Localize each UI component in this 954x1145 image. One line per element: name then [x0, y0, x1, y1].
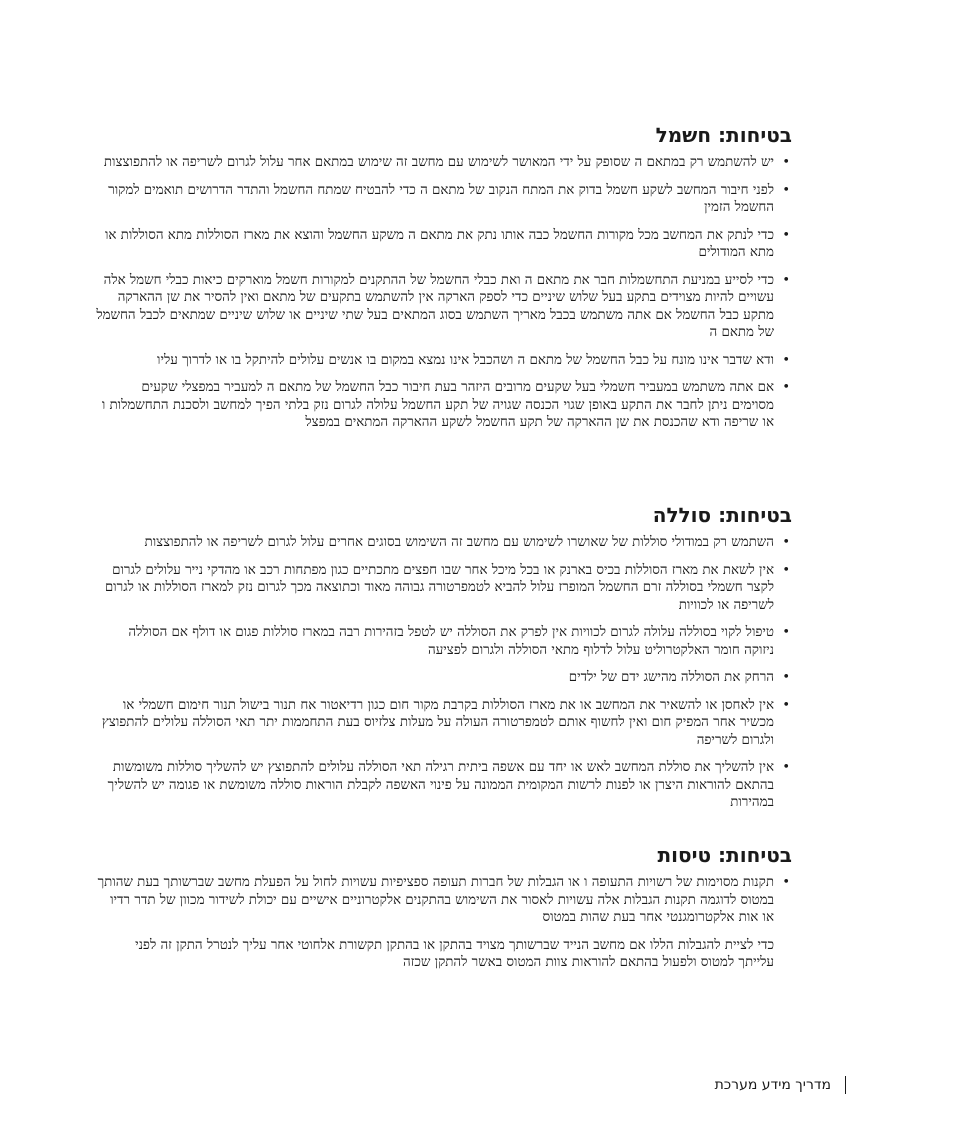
list-item: • אם אתה משתמש במעביר חשמלי בעל שקעים מרובים היזהר בעת חיבור כבל החשמל של מתאם ה למעביר במפצלי שקעים מסוימים ניתן לחבר את התקע באופן שגוי הכנסה שגויה של תקע החשמל עלולה לגרום נזק בלתי הפיך למחשב ולסכנת התחשמלות ו או שריפה ודא שהכנסת את שן ההארקה של תקע החשמל לשקע ההארקה המתאים במפצל: [96, 379, 796, 432]
section-title-battery: בטיחות: סוללה: [652, 503, 792, 527]
section-electric: [96, 122, 796, 442]
section-air: [96, 842, 796, 972]
footer-divider: [845, 1076, 846, 1094]
list-item: • כדי לנתק את המחשב מכל מקורות החשמל כבה אותו נתק את מתאם ה משקע החשמל והוצא את מארז הסוללות מתא הסוללות או מתא המודולים: [96, 227, 796, 262]
list-item: • ודא שדבר אינו מונח על כבל החשמל של מתאם ה ושהכבל אינו נמצא במקום בו אנשים עלולים להיתקל בו או לדרוך עליו: [96, 352, 796, 370]
list-item: • לפני חיבור המחשב לשקע חשמל בדוק את המתח הנקוב של מתאם ה כדי להבטיח שמתח החשמל והתדר הדרושים תואמים למקור החשמל הזמין: [96, 182, 796, 217]
list-item: • יש להשתמש רק במתאם ה שסופק על ידי המאושר לשימוש עם מחשב זה שימוש במתאם אחר עלול לגרום לשריפה או להתפוצצות: [96, 154, 796, 172]
list-item: • אין לשאת את מארז הסוללות בכיס בארנק או בכל מיכל אחר שבו חפצים מתכתיים כגון מפתחות רכב או מהדקי נייר עלולים לגרום לקצר חשמלי בסוללה זרם החשמל המופרז עלול להביא לטמפרטורה גבוהה מאוד וכתוצאה מכך לגרום נזק למארז הסוללות או לגרום לשריפה או לכוויות: [96, 562, 796, 615]
footer-title: מדריך מידע מערכת: [714, 1077, 831, 1093]
air-note: כדי לציית להגבלות הללו אם מחשב הנייד שברשותך מצויד בהתקן או בהתקן תקשורת אלחוטי אחר עליך לנטרל התקן זה לפני עלייתך למטוס ולפעול בהתאם להוראות צוות המטוס באשר להתקן שכזה: [135, 937, 774, 970]
section-title-air: בטיחות: טיסות: [657, 843, 792, 867]
section-title-electric: בטיחות: חשמל: [655, 123, 792, 147]
page-footer: [715, 1076, 846, 1094]
electric-list: [96, 154, 796, 432]
battery-list: [96, 534, 796, 812]
list-item: • אין להשליך את סוללת המחשב לאש או יחד עם אשפה ביתית רגילה תאי הסוללה עלולים להתפוצץ יש להשליך סוללות משומשות בהתאם להוראות היצרן או לפנות לרשות המקומית הממונה על פינוי האשפה לקבלת הוראות סוללה משומשת או פגומה יש להשליך במהירות: [96, 759, 796, 812]
list-item: • טיפול לקוי בסוללה עלולה לגרום לכוויות אין לפרק את הסוללה יש לטפל בזהירות רבה במארז סוללות פגום או דולף אם הסוללה ניזוקה חומר האלקטרוליט עלול לדלוף מתאי הסוללה ולגרום לפציעה: [96, 624, 796, 659]
section-battery: [96, 502, 796, 822]
list-item: • אין לאחסן או להשאיר את המחשב או את מארז הסוללות בקרבת מקור חום כגון רדיאטור אח תנור בישול תנור חימום חשמלי או מכשיר אחר המפיק חום ואין לחשוף אותם לטמפרטורה העולה על מעלות צלזיוס בעת התחממות יתר תאי הסוללה עלולים להתפוצץ ולגרום לשריפה: [96, 697, 796, 750]
list-item: • תקנות מסוימות של רשויות התעופה ו או הגבלות של חברות תעופה ספציפיות עשויות לחול על הפעלת מחשב שברשותך בעת שהותך במטוס לדוגמה תקנות הגבלות אלה עשויות לאסור את השימוש בהתקנים אלקטרוניים אישיים עם יכולת לשידור מכוון של תדר רדיו או אות אלקטרומגנטי אחר בעת שהות במטוס: [96, 874, 796, 927]
list-item: • הרחק את הסוללה מהישג ידם של ילדים: [96, 669, 796, 687]
list-item: • כדי לסייע במניעת התחשמלות חבר את מתאם ה ואת כבלי החשמל של ההתקנים למקורות חשמל מוארקים כיאות כבלי חשמל אלה עשויים להיות מצוידים בתקע בעל שלוש שיניים כדי לספק הארקה אין להשתמש בתקעים של מתאם ואין להסיר את שן ההארקה מתקע כבל החשמל אם אתה משתמש בכבל מאריך השתמש בסוג המתאים בעל שתי שיניים או שלוש שיניים שמתאים לכבל החשמל של מתאם ה: [96, 272, 796, 342]
air-list: [96, 874, 796, 927]
list-item: • השתמש רק במודולי סוללות של שאושרו לשימוש עם מחשב זה השימוש בסוגים אחרים עלול לגרום לשריפה או להתפוצצות: [96, 534, 796, 552]
